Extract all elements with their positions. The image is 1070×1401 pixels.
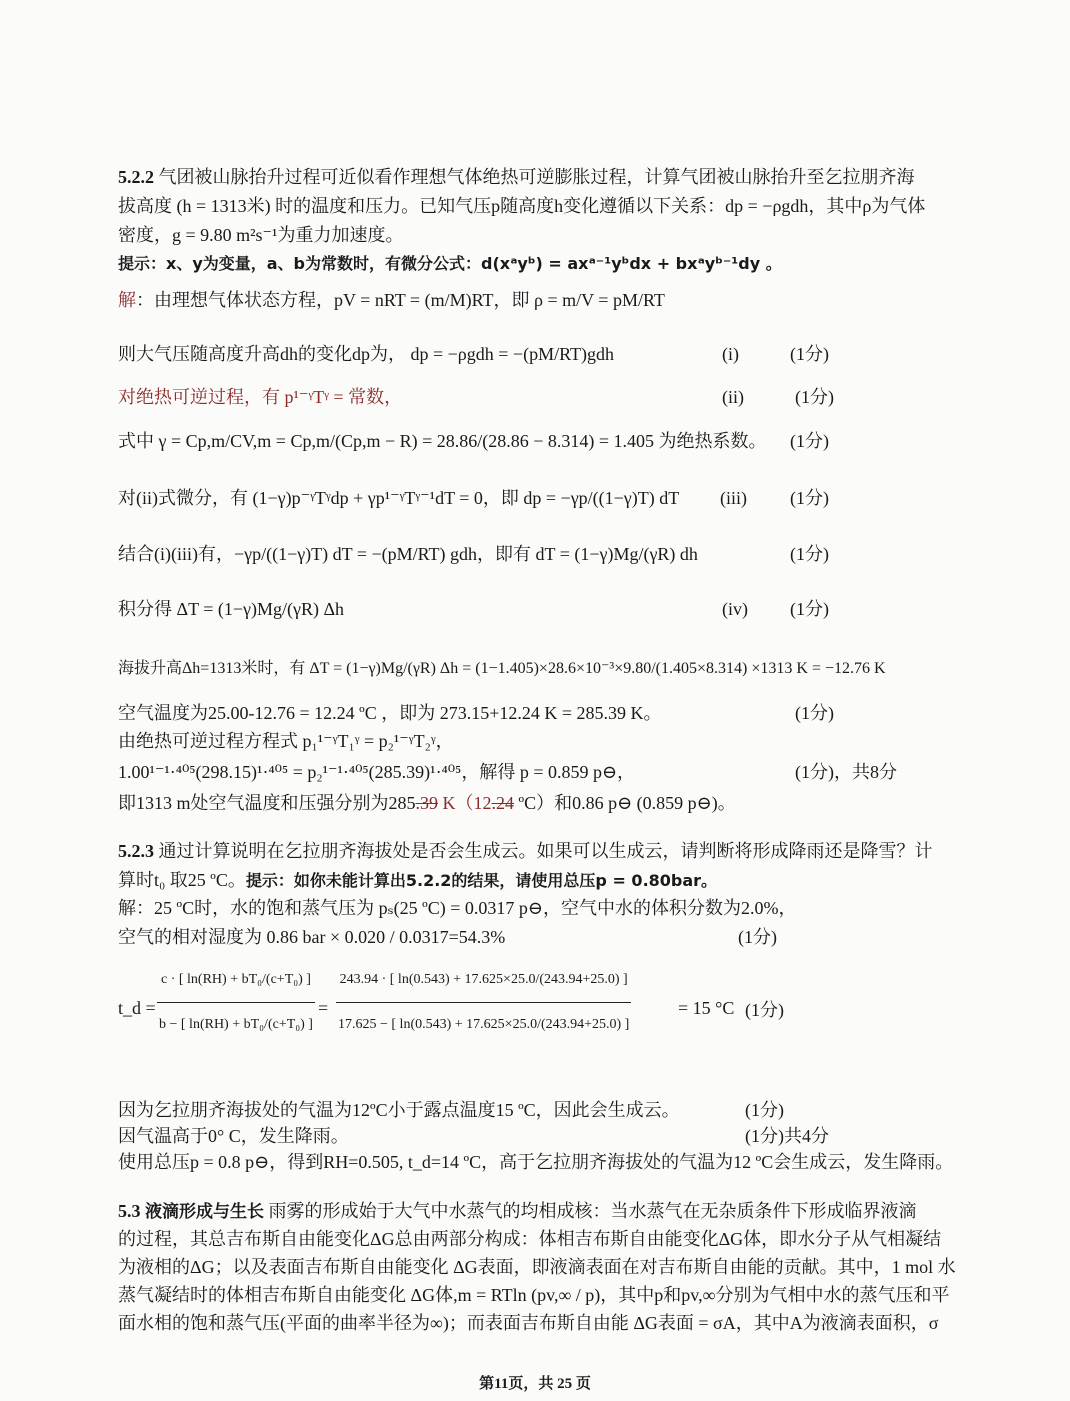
score: (1分) — [795, 703, 834, 723]
eq-delta-h: 海拔升高Δh=1313米时，有 ΔT = (1−γ)Mg/(γR) Δh = (1−1.405)×28.6×10⁻³×9.80/(1.405×8.314) ×1313 K = −12.76 K — [118, 660, 886, 677]
q523-number: 5.2.3 — [118, 841, 154, 861]
q523-line2 — [118, 868, 717, 893]
equals: = — [318, 998, 329, 1018]
cloud-conclusion: 因为乞拉朋齐海拔处的气温为12ºC小于露点温度15 ºC，因此会生成云。 — [118, 1100, 680, 1120]
q523-hint: 提示：如你未能计算出5.2.2的结果，请使用总压p = 0.80bar。 — [245, 871, 718, 890]
s53-line3: 为液相的ΔG；以及表面吉布斯自由能变化 ΔG表面，即液滴表面在对吉布斯自由能的贡献。其中，1 mol 水 — [118, 1257, 956, 1277]
score-total: (1分)，共8分 — [795, 762, 897, 782]
rain-conclusion: 因气温高于0° C，发生降雨。 — [118, 1126, 349, 1146]
s53-line5: 面水相的饱和蒸气压(平面的曲率半径为∞)；而表面吉布斯自由能 ΔG表面 = σA，其中A为液滴表面积，σ — [118, 1313, 939, 1333]
td-denominator: 17.625 − [ ln(0.543) + 17.625×25.0/(243.94+25.0) ] — [338, 1017, 630, 1032]
eq-i-tag: (i) — [722, 344, 739, 364]
td-value-fraction — [336, 958, 631, 1047]
q522-number: 5.2.2 — [118, 167, 154, 187]
score-total: (1分)共4分 — [745, 1126, 829, 1146]
eq-iv-tag: (iv) — [722, 599, 748, 619]
score: (1分) — [745, 1100, 784, 1120]
q523-line1 — [118, 839, 933, 863]
sol522-text: ：由理想气体状态方程，pV = nRT = (m/M)RT，即 ρ = m/V = pM/RT — [136, 290, 665, 310]
alt-conclusion: 使用总压p = 0.8 p⊖，得到RH=0.505, t_d=14 ºC，高于乞拉朋齐海拔处的气温为12 ºC会生成云，发生降雨。 — [118, 1152, 954, 1172]
td-symbolic-fraction — [157, 958, 315, 1047]
result-text: ºC）和0.86 p⊖ (0.859 p⊖)。 — [514, 793, 736, 813]
result-text: K（12 — [438, 793, 492, 813]
q522-text: 气团被山脉抬升过程可近似看作理想气体绝热可逆膨胀过程，计算气团被山脉抬升至乞拉朋齐海 — [158, 167, 915, 187]
solution-label: 解 — [118, 290, 136, 310]
eq-iv: 积分得 ΔT = (1−γ)Mg/(γR) Δh — [118, 599, 345, 619]
q523-text: 算时t₀ 取25 ºC。 — [118, 870, 246, 890]
score: (1分) — [795, 387, 834, 407]
struck-digits: .24 — [491, 793, 514, 813]
page-footer: 第11页，共 25 页 — [479, 1376, 591, 1392]
td-result: = 15 °C — [678, 998, 735, 1018]
td-lhs: t_d = — [118, 998, 156, 1018]
result-522 — [118, 791, 736, 815]
s53-text: 雨雾的形成始于大气中水蒸气的均相成核：当水蒸气在无杂质条件下形成临界液滴 — [268, 1201, 917, 1221]
eq-combine: 结合(i)(iii)有，−γp/((1−γ)T) dT = −(pM/RT) gdh，即有 dT = (1−γ)Mg/(γR) dh — [118, 544, 698, 564]
sol523-line1: 解：25 ºC时，水的饱和蒸气压为 pₛ(25 ºC) = 0.0317 p⊖，空气中水的体积分数为2.0%， — [118, 898, 797, 918]
s53-line4: 蒸气凝结时的体相吉布斯自由能变化 ΔG体,m = RTln (pv,∞ / p)，其中p和pv,∞分别为气相中水的蒸气压和平 — [118, 1285, 950, 1305]
score: (1分) — [790, 431, 829, 451]
air-temp: 空气温度为25.00-12.76 = 12.24 ºC ，即为 273.15+12.24 K = 285.39 K。 — [118, 703, 662, 723]
score: (1分) — [790, 544, 829, 564]
score: (1分) — [745, 1000, 784, 1020]
td-denominator: b − [ ln(RH) + bT₀/(c+T₀) ] — [159, 1017, 313, 1032]
eq-ii: 对绝热可逆过程，有 p¹⁻ᵞTᵞ = 常数， — [118, 387, 403, 407]
q522-hint: 提示：x、y为变量，a、b为常数时，有微分公式：d(xᵃyᵇ) = axᵃ⁻¹yᵇdx + bxᵃyᵇ⁻¹dy 。 — [118, 254, 782, 273]
score: (1分) — [790, 488, 829, 508]
pressure-calc: 1.00¹⁻¹·⁴⁰⁵(298.15)¹·⁴⁰⁵ = p₂¹⁻¹·⁴⁰⁵(285.39)¹·⁴⁰⁵，解得 p = 0.859 p⊖， — [118, 762, 636, 782]
score: (1分) — [738, 927, 777, 947]
sol522-line1 — [118, 288, 665, 312]
relative-humidity: 空气的相对湿度为 0.86 bar × 0.020 / 0.0317=54.3% — [118, 927, 506, 947]
q523-text: 通过计算说明在乞拉朋齐海拔处是否会生成云。如果可以生成云，请判断将形成降雨还是降雪？计 — [158, 841, 933, 861]
s53-line1 — [118, 1199, 917, 1224]
eq-ii-tag: (ii) — [722, 387, 744, 407]
eq-i: 则大气压随高度升高dh的变化dp为， dp = −ρgdh = −(pM/RT)gdh — [118, 344, 615, 364]
q522-line3: 密度，g = 9.80 m²s⁻¹为重力加速度。 — [118, 225, 404, 245]
td-numerator: c · [ ln(RH) + bT₀/(c+T₀) ] — [157, 958, 315, 1003]
dewpoint-formula — [118, 950, 738, 1070]
q522-line2: 拔高度 (h = 1313米) 时的温度和压力。已知气压p随高度h变化遵循以下关系：dp = −ρgdh，其中ρ为气体 — [118, 196, 926, 216]
result-text: 即1313 m处空气温度和压强分别为285 — [118, 793, 416, 813]
s53-title: 液滴形成与生长 — [145, 1202, 264, 1222]
q522-line1 — [118, 165, 915, 189]
struck-digits: .39 — [415, 793, 438, 813]
s53-number: 5.3 — [118, 1201, 141, 1221]
s53-line2: 的过程，其总吉布斯自由能变化ΔG总由两部分构成：体相吉布斯自由能变化ΔG体，即水分子从气相凝结 — [118, 1229, 942, 1249]
td-numerator: 243.94 · [ ln(0.543) + 17.625×25.0/(243.94+25.0) ] — [336, 958, 631, 1003]
adiabatic-eq: 由绝热可逆过程方程式 p₁¹⁻ᵞT₁ᵞ = p₂¹⁻ᵞT₂ᵞ， — [118, 731, 454, 751]
score: (1分) — [790, 599, 829, 619]
eq-iii-tag: (iii) — [720, 488, 747, 508]
eq-iii: 对(ii)式微分，有 (1−γ)p⁻ᵞTᵞdp + γp¹⁻ᵞTᵞ⁻¹dT = 0，即 dp = −γp/((1−γ)T) dT — [118, 488, 680, 508]
eq-gamma: 式中 γ = Cp,m/CV,m = Cp,m/(Cp,m − R) = 28.86/(28.86 − 8.314) = 1.405 为绝热系数。 — [118, 431, 767, 451]
score: (1分) — [790, 344, 829, 364]
